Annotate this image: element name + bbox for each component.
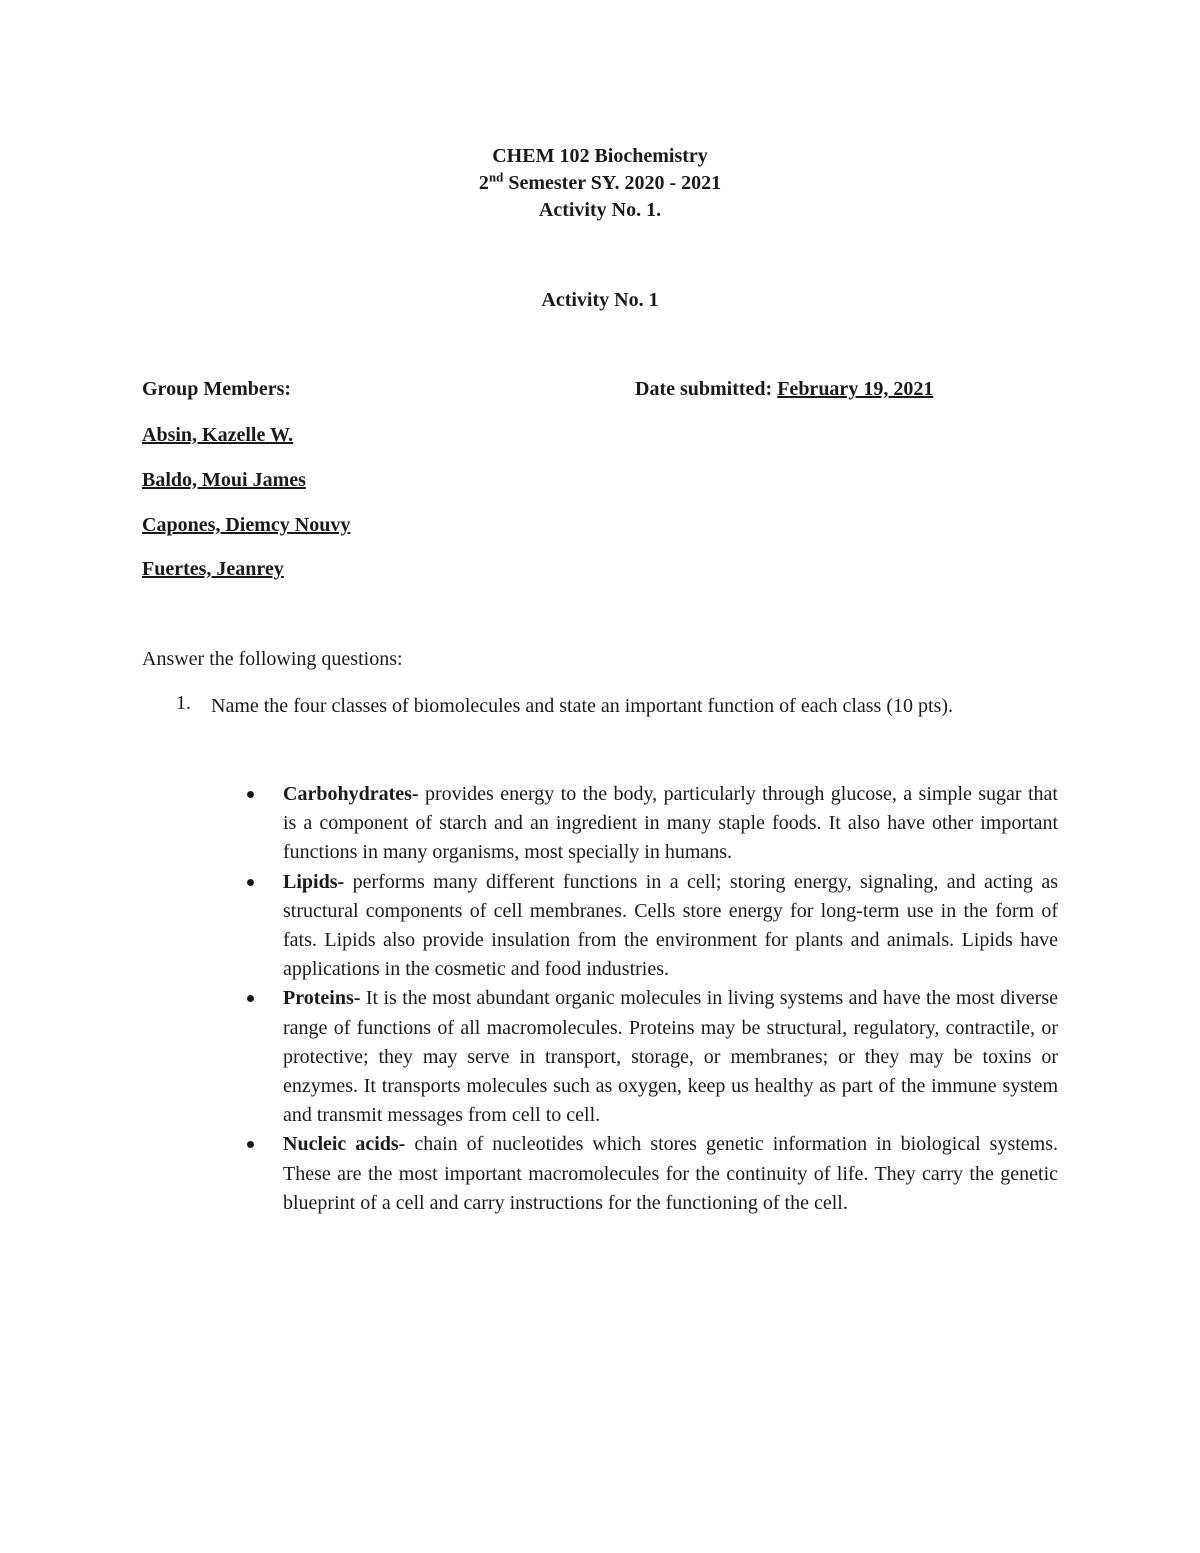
answer-item	[283, 868, 1058, 985]
course-title: CHEM 102 Biochemistry	[492, 145, 708, 167]
semester-text: Semester SY. 2020 - 2021	[503, 172, 722, 194]
member-name: Baldo, Moui James	[142, 469, 306, 491]
answer-item	[283, 984, 1058, 1130]
answer-term: Nucleic acids-	[283, 1133, 406, 1156]
semester-line	[0, 169, 1200, 195]
bullet-icon	[247, 791, 254, 798]
instructions: Answer the following questions:	[142, 648, 403, 670]
group-members-label: Group Members:	[142, 378, 292, 400]
answer-term: Proteins-	[283, 987, 361, 1010]
activity-line: Activity No. 1.	[538, 199, 662, 221]
question-number: 1.	[176, 692, 191, 714]
bullet-icon	[247, 1141, 254, 1148]
answer-text: performs many different functions in a cell; storing energy, signaling, and acting as structural components of cell membranes. Cells store energy for long-term use in the form of fats. Lipids also provide insulation from the environment for plants and animals. Lipids have applications in the cosmetic and food industries.	[283, 870, 1058, 981]
bullet-icon	[247, 995, 254, 1002]
member-name: Fuertes, Jeanrey	[142, 558, 284, 580]
date-submitted	[635, 378, 933, 401]
member-name: Capones, Diemcy Nouvy	[142, 514, 351, 536]
answer-text: It is the most abundant organic molecules in living systems and have the most diverse range of functions of all macromolecules. Proteins may be structural, regulatory, contractile, or protective; they may serve in transport, storage, or membranes; or they may be toxins or enzymes. It transports molecules such as oxygen, keep us healthy as part of the immune system and transmit messages from cell to cell.	[283, 987, 1058, 1127]
answer-term: Lipids-	[283, 870, 345, 893]
activity-title: Activity No. 1	[541, 289, 659, 311]
date-value: February 19, 2021	[777, 378, 934, 400]
semester-superscript: nd	[488, 169, 504, 185]
answer-term: Carbohydrates-	[283, 783, 419, 805]
question-text: Name the four classes of biomolecules and state an important function of each class (10 pts).	[211, 695, 953, 717]
answer-item	[283, 780, 1058, 868]
answer-text: chain of nucleotides which stores genetic information in biological systems. These are the most important macromolecules for the continuity of life. They carry the genetic blueprint of a cell and carry instructions for the functioning of the cell.	[283, 1133, 1059, 1214]
member-name: Absin, Kazelle W.	[142, 424, 294, 446]
answer-text: provides energy to the body, particularly through glucose, a simple sugar that is a component of starch and an ingredient in many staple foods. It also have other important functions in many organisms, most specially in humans.	[283, 783, 1058, 864]
date-label: Date submitted:	[635, 378, 778, 400]
answer-item	[283, 1130, 1058, 1218]
answer-list	[283, 780, 1058, 1218]
semester-number: 2	[478, 172, 489, 194]
bullet-icon	[247, 879, 254, 886]
